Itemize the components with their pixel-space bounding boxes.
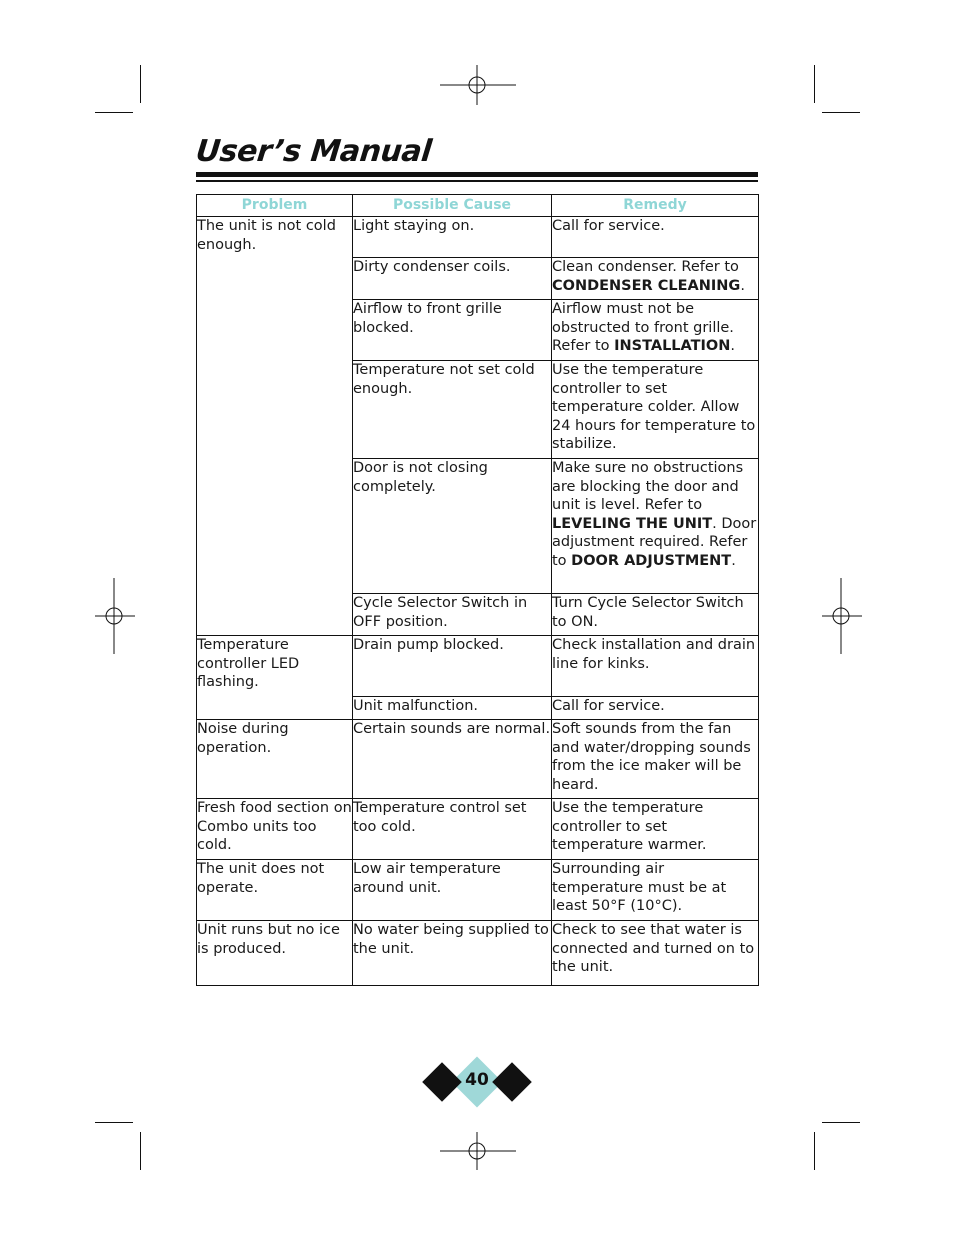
cause-cell: Temperature not set cold enough. xyxy=(353,361,552,459)
remedy-cell xyxy=(552,459,759,594)
header-remedy: Remedy xyxy=(552,195,759,217)
remedy-text: Use the temperature controller to set temperature colder. Allow 24 hours for temperature to stabilize. xyxy=(552,362,756,453)
problem-cell: The unit is not cold enough. xyxy=(197,217,353,636)
page-title: User’s Manual xyxy=(194,134,433,169)
cause-cell: Unit malfunction. xyxy=(353,697,552,720)
crop-mark xyxy=(822,1122,860,1123)
table-row xyxy=(197,799,759,860)
remedy-text: Surrounding air temperature must be at least 50°F (10°C). xyxy=(552,861,727,915)
remedy-reference: INSTALLATION xyxy=(614,338,731,355)
table-row xyxy=(197,217,759,258)
remedy-reference: CONDENSER CLEANING xyxy=(552,277,741,294)
registration-mark-top xyxy=(440,65,516,105)
table-row xyxy=(197,921,759,986)
problem-cell: Fresh food section on Combo units too cold. xyxy=(197,799,353,860)
remedy-reference: DOOR ADJUSTMENT xyxy=(571,552,732,569)
problem-cell: Unit runs but no ice is produced. xyxy=(197,921,353,986)
remedy-text: Check installation and drain line for kinks. xyxy=(552,637,756,672)
remedy-text: Call for service. xyxy=(552,698,665,714)
remedy-text: Turn Cycle Selector Switch to ON. xyxy=(552,595,744,630)
header-problem: Problem xyxy=(197,195,353,217)
remedy-cell xyxy=(552,720,759,799)
cause-cell: No water being supplied to the unit. xyxy=(353,921,552,986)
cause-cell: Certain sounds are normal. xyxy=(353,720,552,799)
problem-cell: Noise during operation. xyxy=(197,720,353,799)
troubleshooting-table xyxy=(196,194,759,986)
crop-mark xyxy=(95,1122,133,1123)
cause-cell: Drain pump blocked. xyxy=(353,636,552,697)
cause-cell: Light staying on. xyxy=(353,217,552,258)
remedy-cell xyxy=(552,860,759,921)
remedy-text: Check to see that water is connected and turned on to the unit. xyxy=(552,922,755,976)
remedy-cell xyxy=(552,217,759,258)
remedy-reference: LEVELING THE UNIT xyxy=(552,515,713,532)
crop-mark xyxy=(140,65,141,103)
remedy-cell xyxy=(552,258,759,300)
page-number: 40 xyxy=(465,1070,489,1090)
remedy-text: Use the temperature controller to set temperature warmer. xyxy=(552,800,707,854)
remedy-text: . xyxy=(731,552,736,569)
table-row xyxy=(197,720,759,799)
crop-mark xyxy=(95,112,133,113)
table-header-row xyxy=(197,195,759,217)
remedy-cell xyxy=(552,697,759,720)
registration-mark-right xyxy=(822,578,862,654)
table-body xyxy=(197,217,759,986)
cause-cell: Airflow to front grille blocked. xyxy=(353,300,552,361)
table-row xyxy=(197,860,759,921)
registration-mark-bottom xyxy=(440,1132,516,1170)
remedy-text: Make sure no obstructions are blocking the door and unit is level. Refer to xyxy=(552,460,744,514)
remedy-cell xyxy=(552,921,759,986)
problem-cell: The unit does not operate. xyxy=(197,860,353,921)
crop-mark xyxy=(814,65,815,103)
remedy-cell xyxy=(552,636,759,697)
crop-mark xyxy=(822,112,860,113)
cause-cell: Door is not closing completely. xyxy=(353,459,552,594)
cause-cell: Cycle Selector Switch in OFF position. xyxy=(353,594,552,636)
crop-mark xyxy=(140,1132,141,1170)
registration-mark-left xyxy=(95,578,135,654)
table-row xyxy=(197,636,759,697)
remedy-text: Soft sounds from the fan and water/dropping sounds from the ice maker will be heard. xyxy=(552,721,751,793)
cause-cell: Dirty condenser coils. xyxy=(353,258,552,300)
title-rule-thick xyxy=(196,172,758,177)
remedy-cell xyxy=(552,799,759,860)
remedy-text: Airflow must not be obstructed to front grille. Refer to xyxy=(552,301,734,355)
remedy-cell xyxy=(552,361,759,459)
cause-cell: Low air temperature around unit. xyxy=(353,860,552,921)
problem-cell: Temperature controller LED flashing. xyxy=(197,636,353,720)
remedy-text: . xyxy=(730,338,736,355)
remedy-text: . xyxy=(740,277,745,294)
remedy-text: Call for service. xyxy=(552,218,665,234)
header-possible-cause: Possible Cause xyxy=(353,195,552,217)
title-rule-thin xyxy=(196,180,758,182)
remedy-cell xyxy=(552,594,759,636)
remedy-text: Clean condenser. Refer to xyxy=(552,259,739,275)
cause-cell: Temperature control set too cold. xyxy=(353,799,552,860)
remedy-cell xyxy=(552,300,759,361)
crop-mark xyxy=(814,1132,815,1170)
remedy-text: . Door adjustment required. Refer to xyxy=(552,515,757,569)
